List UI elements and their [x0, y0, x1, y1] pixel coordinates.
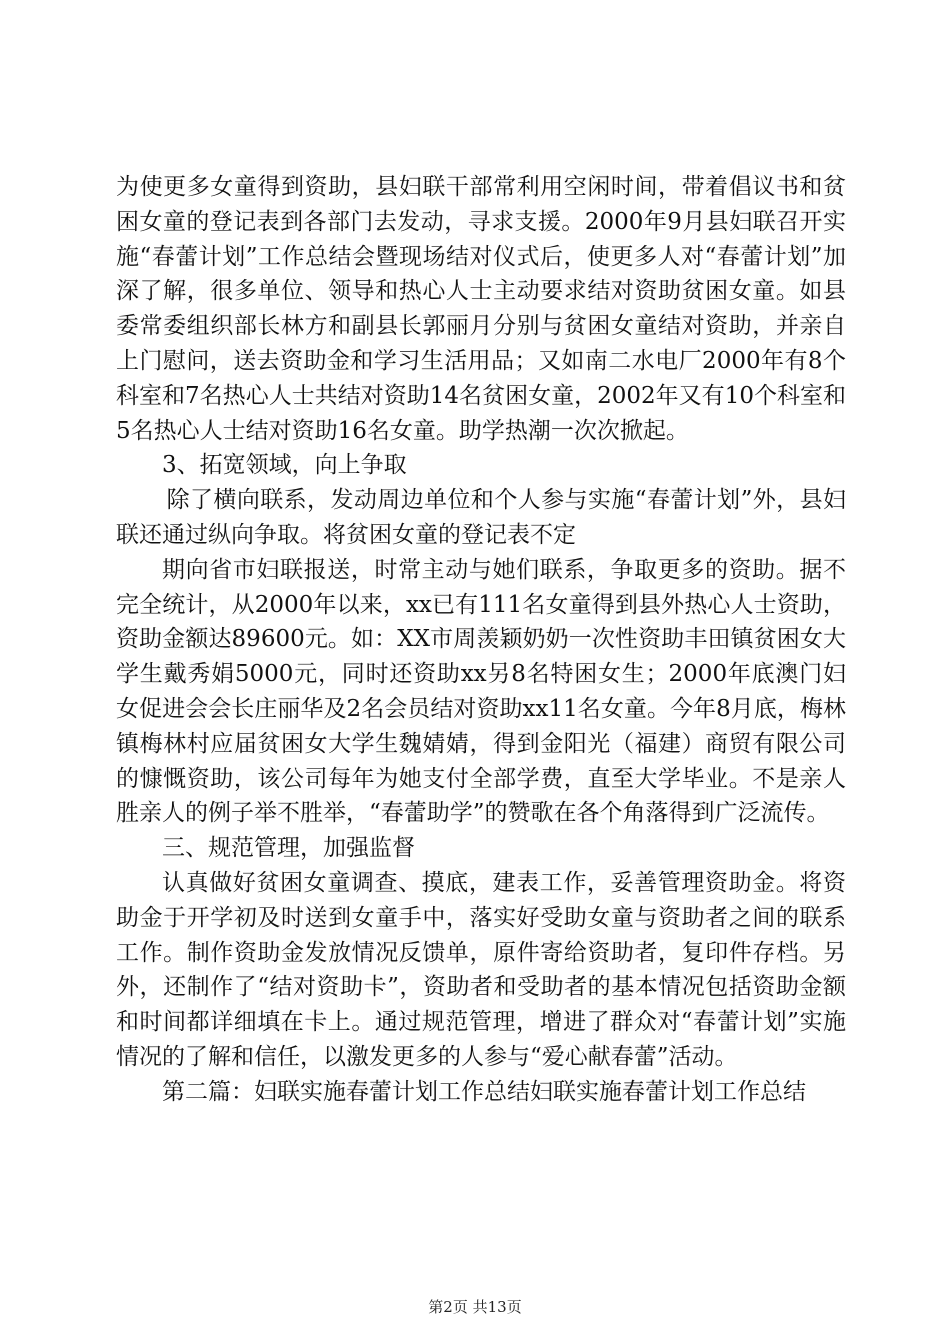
body-paragraph: 除了横向联系，发动周边单位和个人参与实施“春蕾计划”外，县妇联还通过纵向争取。将贫困女童的登记表不定: [116, 487, 846, 548]
section-heading: 3、拓宽领域，向上争取: [162, 452, 407, 479]
document-body: [116, 170, 846, 1110]
chapter-title: 第二篇：妇联实施春蕾计划工作总结妇联实施春蕾计划工作总结: [162, 1078, 806, 1105]
body-paragraph: 为使更多女童得到资助，县妇联干部常利用空闲时间，带着倡议书和贫困女童的登记表到各部门去发动，寻求支援。2000年9月县妇联召开实施“春蕾计划”工作总结会暨现场结对仪式后，使更多人对“春蕾计划”加深了解，很多单位、领导和热心人士主动要求结对资助贫困女童。如县委常委组织部长林方和副县长郭丽月分别与贫困女童结对资助，并亲自上门慰问，送去资助金和学习生活用品；又如南二水电厂2000年有8个科室和7名热心人士共结对资助14名贫困女童，2002年又有10个科室和5名热心人士结对资助16名女童。助学热潮一次次掀起。: [116, 174, 846, 444]
body-paragraph: 认真做好贫困女童调查、摸底，建表工作，妥善管理资助金。将资助金于开学初及时送到女童手中，落实好受助女童与资助者之间的联系工作。制作资助金发放情况反馈单，原件寄给资助者，复印件存档。另外，还制作了“结对资助卡”，资助者和受助者的基本情况包括资助金额和时间都详细填在卡上。通过规范管理，增进了群众对“春蕾计划”实施情况的了解和信任，以激发更多的人参与“爱心献春蕾”活动。: [116, 869, 846, 1070]
body-paragraph: 期向省市妇联报送，时常主动与她们联系，争取更多的资助。据不完全统计，从2000年以来，xx已有111名女童得到县外热心人士资助，资助金额达89600元。如：XX市周羡颖奶奶一次性资助丰田镇贫困女大学生戴秀娟5000元，同时还资助xx另8名特困女生；2000年底澳门妇女促进会会长庄丽华及2名会员结对资助xx11名女童。今年8月底，梅林镇梅林村应届贫困女大学生魏婧婧，得到金阳光（福建）商贸有限公司的慷慨资助，该公司每年为她支付全部学费，直至大学毕业。不是亲人胜亲人的例子举不胜举，“春蕾助学”的赞歌在各个角落得到广泛流传。: [116, 556, 846, 827]
page-number-footer: 第2页 共13页: [428, 1298, 522, 1316]
section-heading: 三、规范管理，加强监督: [162, 835, 415, 862]
